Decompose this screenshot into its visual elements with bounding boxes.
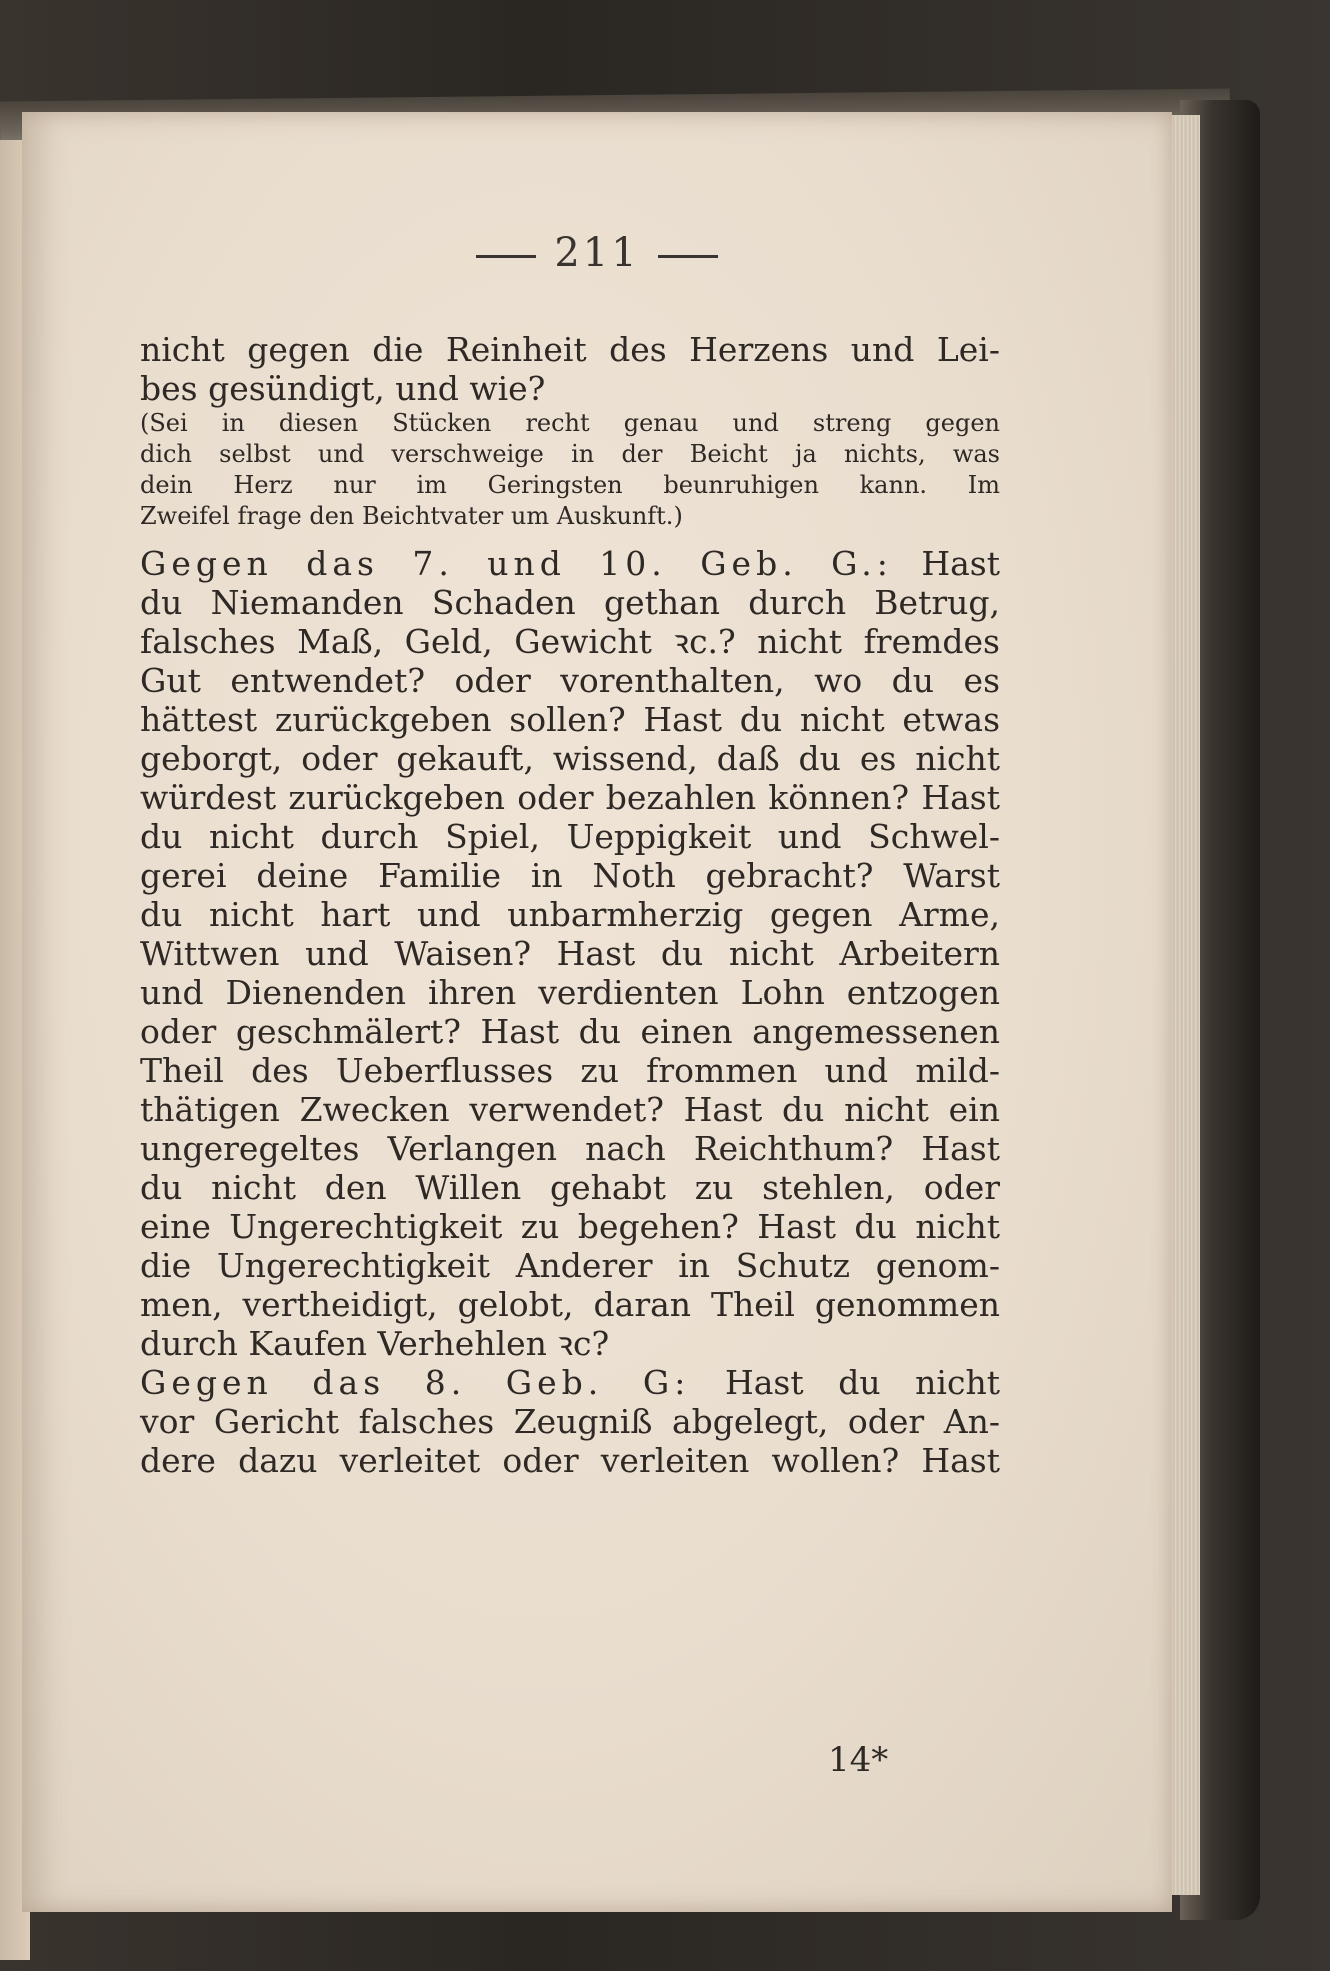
text-line: du nicht hart und unbarmherzig gegen Arme, (140, 895, 1000, 934)
text-line: falsches Maß, Geld, Gewicht ꝛc.? nicht fremdes (140, 622, 1000, 661)
page-number: 211 (554, 230, 640, 276)
header-dash-right (658, 255, 718, 258)
text-line: Theil des Ueberflusses zu frommen und mild- (140, 1051, 1000, 1090)
note-line: (Sei in diesen Stücken recht genau und streng gegen (140, 409, 1000, 437)
page-text (140, 330, 1000, 1480)
section-heading: Gegen das 8. Geb. G: (140, 1363, 691, 1402)
text-line: bes gesündigt, und wie? (140, 369, 546, 408)
text-line: dere dazu verleitet oder verleiten wollen? Hast (140, 1441, 1000, 1480)
text-line: durch Kaufen Verhehlen ꝛc? (140, 1324, 610, 1363)
text-span: Hast du nicht (724, 1363, 1000, 1402)
text-line: Gut entwendet? oder vorenthalten, wo du es (140, 661, 1000, 700)
header-dash-left (476, 255, 536, 258)
text-line: hättest zurückgeben sollen? Hast du nicht etwas (140, 700, 1000, 739)
text-line: die Ungerechtigkeit Anderer in Schutz genom- (140, 1246, 1000, 1285)
text-line: gerei deine Familie in Noth gebracht? Warst (140, 856, 1000, 895)
text-line: oder geschmälert? Hast du einen angemessenen (140, 1012, 1000, 1051)
text-line: nicht gegen die Reinheit des Herzens und Lei- (140, 330, 1000, 369)
text-line: geborgt, oder gekauft, wissend, daß du es nicht (140, 739, 1000, 778)
text-line: würdest zurückgeben oder bezahlen können? Hast (140, 778, 1000, 817)
text-line: du nicht den Willen gehabt zu stehlen, oder (140, 1168, 1000, 1207)
text-line: eine Ungerechtigkeit zu begehen? Hast du nicht (140, 1207, 1000, 1246)
text-line (140, 1363, 1000, 1402)
text-line: men, vertheidigt, gelobt, daran Theil genommen (140, 1285, 1000, 1324)
text-line: vor Gericht falsches Zeugniß abgelegt, oder An- (140, 1402, 1000, 1441)
text-span: Hast (921, 544, 1000, 583)
text-line (140, 544, 1000, 583)
page-header (22, 230, 1172, 276)
text-line: du Niemanden Schaden gethan durch Betrug, (140, 583, 1000, 622)
text-line: ungeregeltes Verlangen nach Reichthum? Hast (140, 1129, 1000, 1168)
text-line: Wittwen und Waisen? Hast du nicht Arbeitern (140, 934, 1000, 973)
text-line: thätigen Zwecken verwendet? Hast du nicht ein (140, 1090, 1000, 1129)
note-line: dein Herz nur im Geringsten beunruhigen kann. Im (140, 471, 1000, 499)
text-line: und Dienenden ihren verdienten Lohn entzogen (140, 973, 1000, 1012)
signature-mark: 14* (828, 1740, 889, 1780)
text-line: du nicht durch Spiel, Ueppigkeit und Schwel- (140, 817, 1000, 856)
section-heading: Gegen das 7. und 10. Geb. G.: (140, 544, 893, 583)
note-line: Zweifel frage den Beichtvater um Auskunft.) (140, 502, 683, 530)
note-line: dich selbst und verschweige in der Beicht ja nichts, was (140, 440, 1000, 468)
book-page (22, 112, 1172, 1912)
